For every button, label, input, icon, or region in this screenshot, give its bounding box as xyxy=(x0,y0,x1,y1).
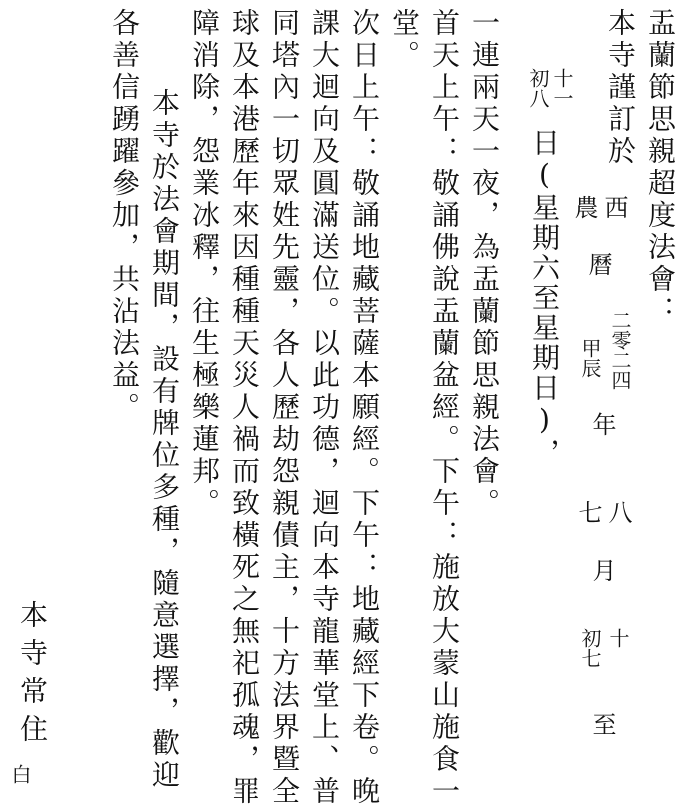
year-label: 年 xyxy=(588,412,616,436)
month-label: 月 xyxy=(588,558,616,582)
paragraph-7: 球及本港歷年來因種種天災人禍而致橫死之無祀孤魂，罪 xyxy=(228,8,261,808)
end-day-gregorian: 十一 xyxy=(550,68,574,108)
signature-tail: 白 xyxy=(8,764,32,784)
to-label: 至 xyxy=(588,712,616,736)
calendar-western: 西 xyxy=(600,195,628,219)
calendar-label: 曆 xyxy=(584,252,612,276)
paragraph-5: 課大迴向及圓滿送位。以此功德，迴向本寺龍華堂上、普 xyxy=(308,8,341,808)
month-lunar: 七 xyxy=(574,500,602,524)
date-line-prefix: 本寺謹訂於 xyxy=(604,8,637,168)
paragraph-8: 障消除，怨業冰釋，往生極樂蓮邦。 xyxy=(188,8,221,520)
signature: 本寺常住 xyxy=(16,600,49,752)
start-day-gregorian: 十 xyxy=(606,628,630,648)
end-date-rest: 日(星期六至星期日)， xyxy=(528,128,561,468)
calendar-lunar: 農 xyxy=(570,195,598,219)
start-day-lunar: 初七 xyxy=(578,628,602,668)
paragraph-3: 堂。 xyxy=(388,8,421,72)
paragraph-6: 同塔內一切眾姓先靈，各人歷劫怨親債主，十方法界暨全 xyxy=(268,8,301,808)
paragraph-9: 本寺於法會期間，設有牌位多種，隨意選擇，歡迎 xyxy=(148,88,181,792)
month-gregorian: 八 xyxy=(604,500,632,524)
paragraph-1: 一連兩天一夜，為盂蘭節思親法會。 xyxy=(468,8,501,520)
notice-title: 盂蘭節思親超度法會： xyxy=(644,8,677,328)
paragraph-2: 首天上午：敬誦佛說盂蘭盆經。下午：施放大蒙山施食一 xyxy=(428,8,461,808)
year-gregorian: 二零二四 xyxy=(608,310,632,390)
year-ganzhi: 甲辰 xyxy=(578,338,602,378)
paragraph-4: 次日上午：敬誦地藏菩薩本願經。下午：地藏經下卷。晚 xyxy=(348,8,381,808)
end-day-lunar: 初八 xyxy=(526,68,550,108)
paragraph-10: 各善信踴躍參加，共沾法益。 xyxy=(108,8,141,424)
